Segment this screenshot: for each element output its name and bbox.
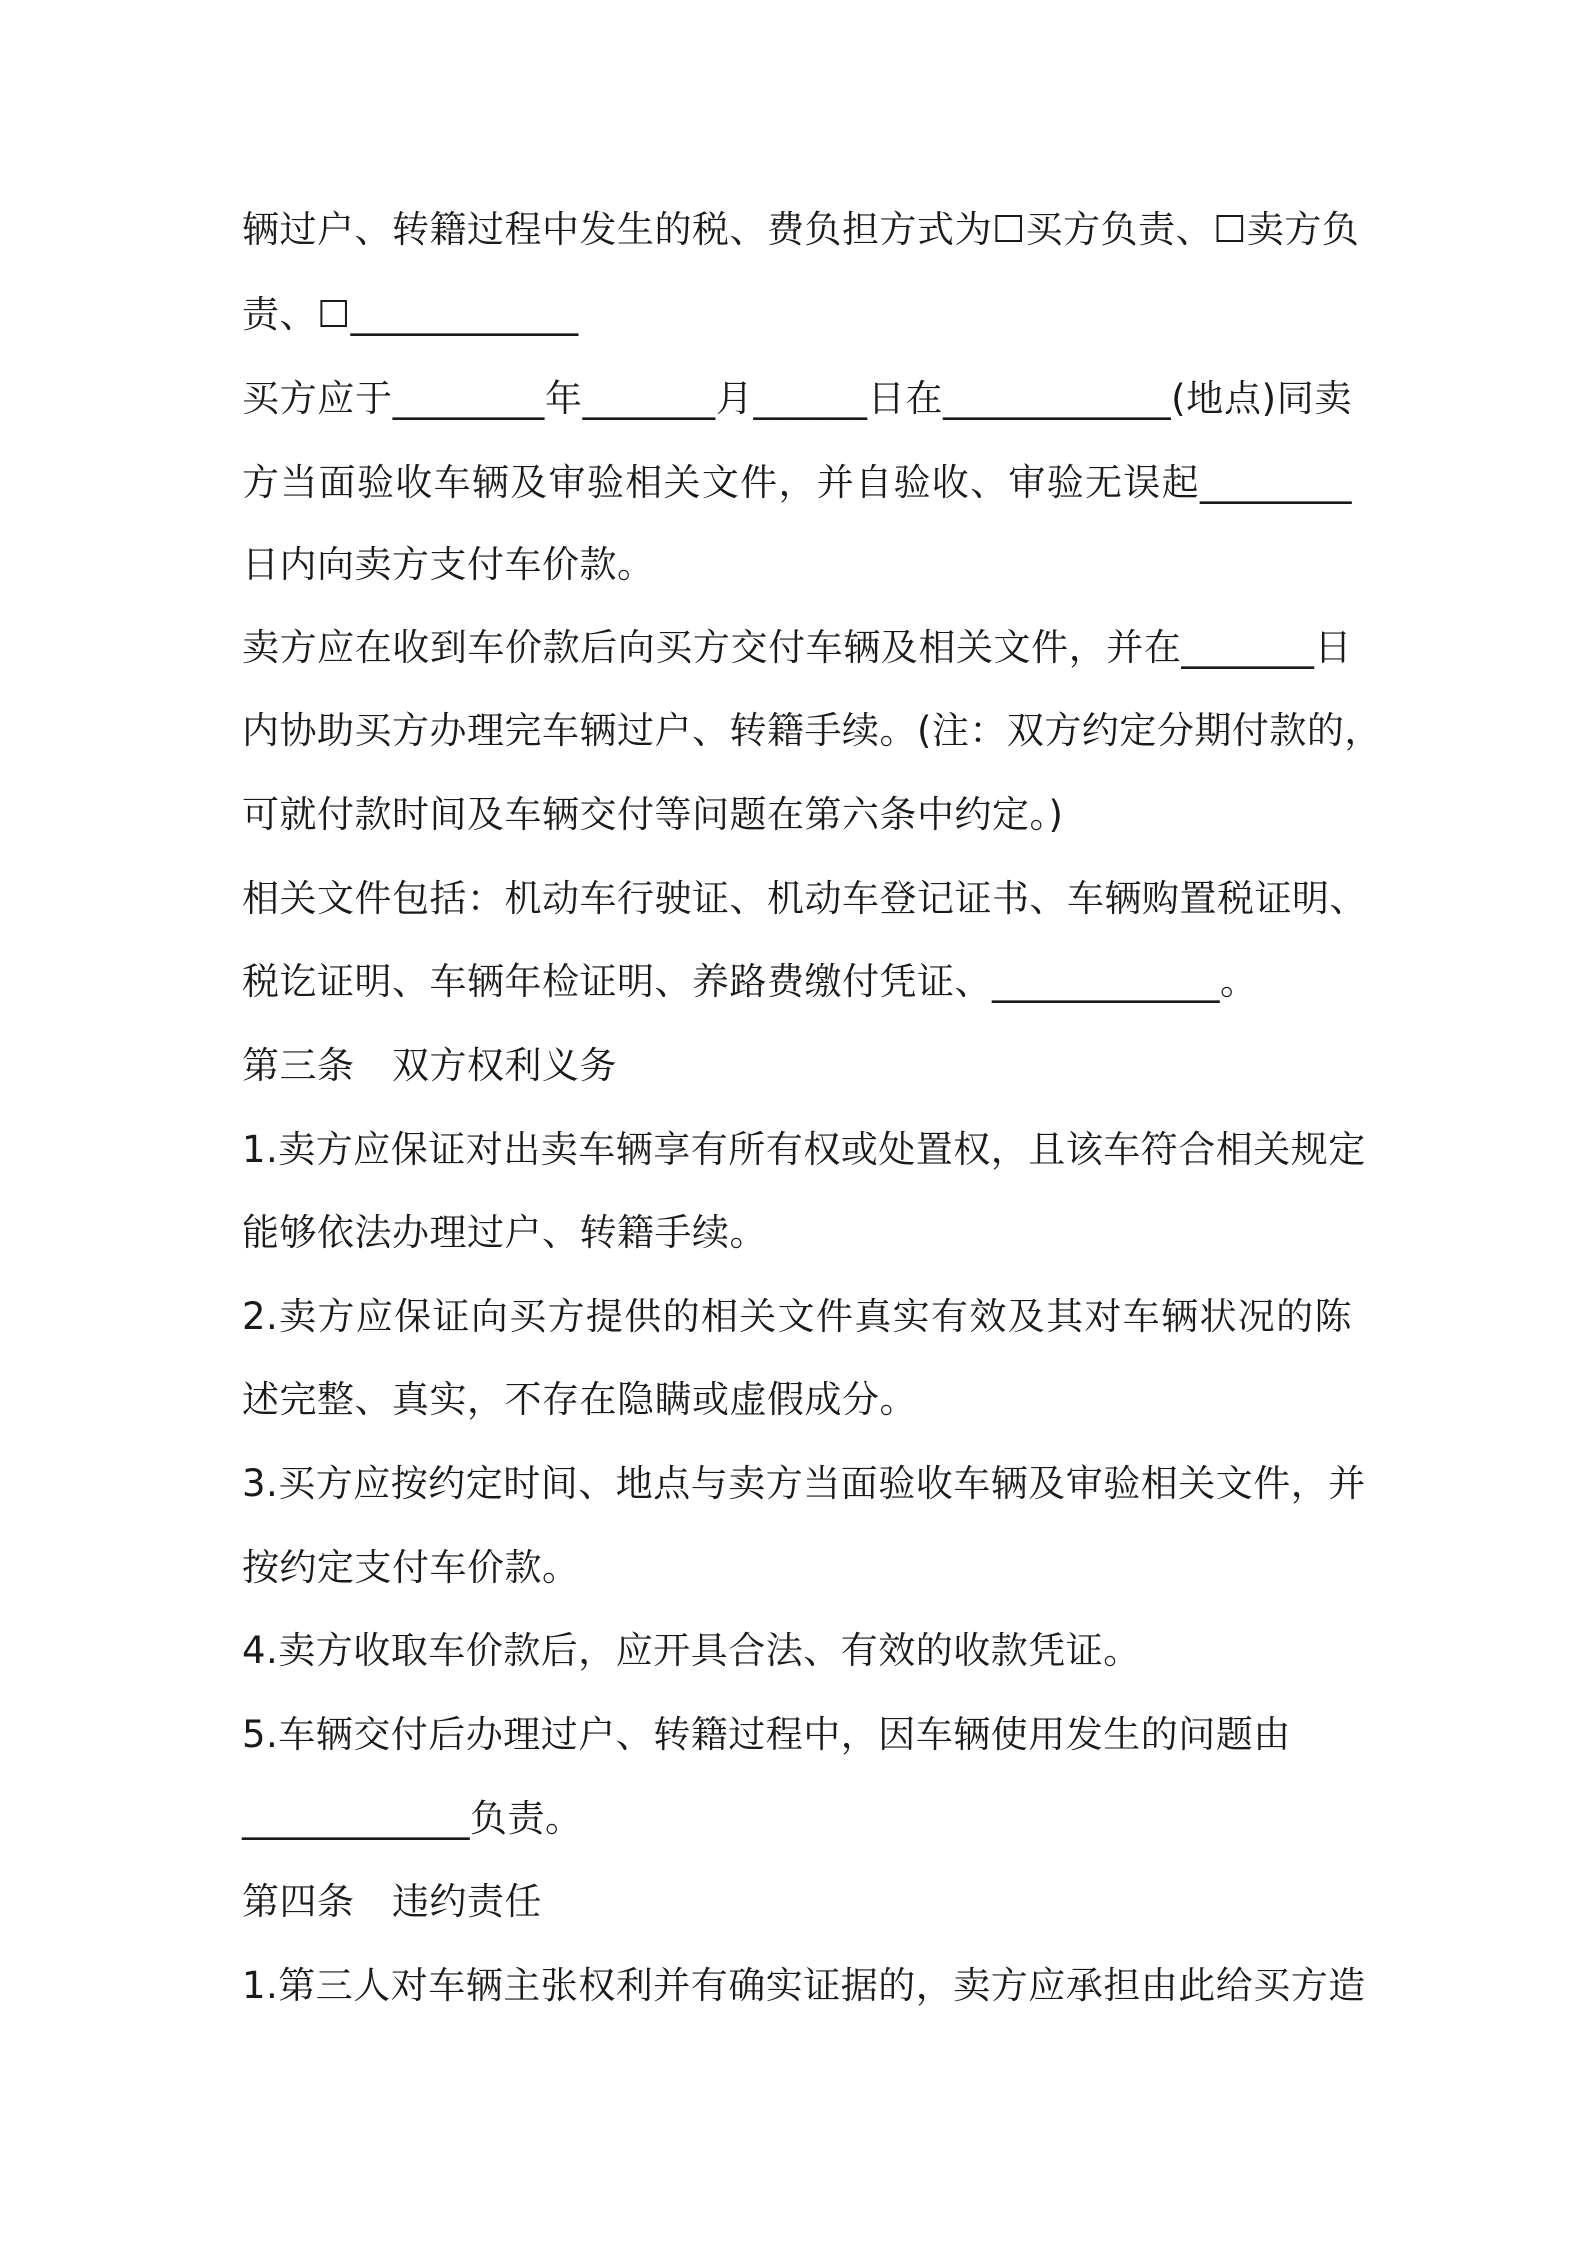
text-line: 可就付款时间及车辆交付等问题在第六条中约定。) <box>242 793 1064 836</box>
text-line: 1.第三人对车辆主张权利并有确实证据的，卖方应承担由此给买方造 <box>242 1964 1366 2007</box>
text-line: 5.车辆交付后办理过户、转籍过程中，因车辆使用发生的问题由 <box>242 1713 1291 1756</box>
text-line: 相关文件包括：机动车行驶证、机动车登记证书、车辆购置税证明、 <box>242 877 1367 920</box>
text-line: 述完整、真实，不存在隐瞒或虚假成分。 <box>242 1378 917 1421</box>
text-line: 日内向卖方支付车价款。 <box>242 543 655 586</box>
text-line: 方当面验收车辆及审验相关文件，并自验收、审验无误起________ <box>242 461 1352 504</box>
text-line: 能够依法办理过户、转籍手续。 <box>242 1211 767 1254</box>
text-line: 内协助买方办理完车辆过户、转籍手续。(注：双方约定分期付款的， <box>242 709 1382 752</box>
text-line: 2.卖方应保证向买方提供的相关文件真实有效及其对车辆状况的陈 <box>242 1295 1352 1338</box>
text-line: 责、☐____________ <box>242 293 579 336</box>
section-heading: 第四条 违约责任 <box>242 1880 542 1923</box>
section-heading: 第三条 双方权利义务 <box>242 1044 617 1087</box>
text-line: 4.卖方收取车价款后，应开具合法、有效的收款凭证。 <box>242 1629 1141 1672</box>
text-line: 辆过户、转籍过程中发生的税、费负担方式为☐买方负责、☐卖方负 <box>242 208 1360 251</box>
text-line: ____________负责。 <box>242 1797 583 1840</box>
text-line: 卖方应在收到车价款后向买方交付车辆及相关文件，并在_______日 <box>242 626 1352 669</box>
text-line: 税讫证明、车辆年检证明、养路费缴付凭证、____________。 <box>242 960 1258 1003</box>
text-line: 1.卖方应保证对出卖车辆享有所有权或处置权，且该车符合相关规定 <box>242 1128 1366 1171</box>
text-line: 买方应于________年_______月______日在____________(地点)同卖 <box>242 377 1352 420</box>
text-line: 3.买方应按约定时间、地点与卖方当面验收车辆及审验相关文件，并 <box>242 1462 1366 1505</box>
text-line: 按约定支付车价款。 <box>242 1546 580 1589</box>
